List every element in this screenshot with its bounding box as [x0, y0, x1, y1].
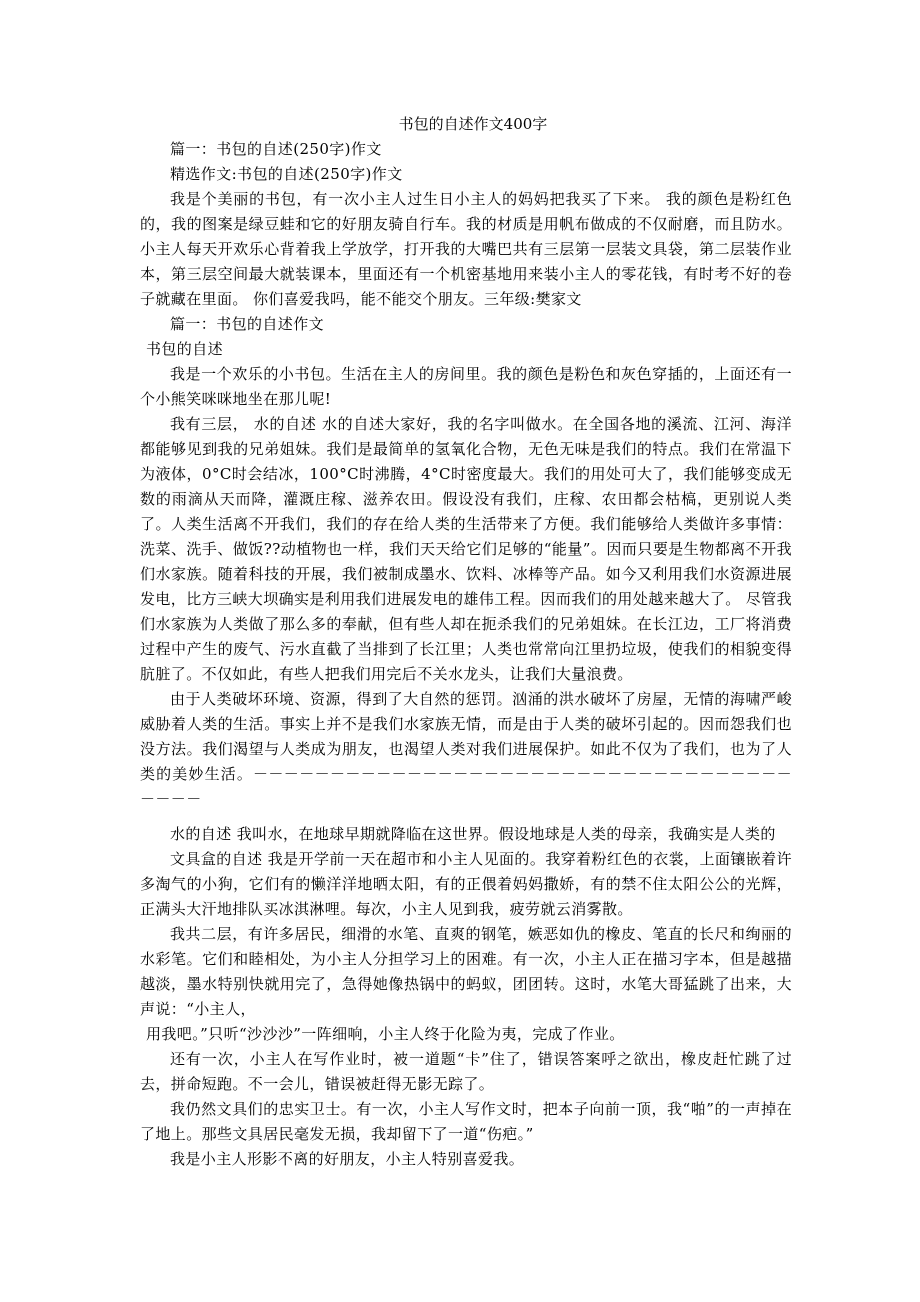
paragraph-15: 我是小主人形影不离的好朋友，小主人特别喜爱我。 — [170, 1150, 525, 1168]
paragraph-4: 篇一：书包的自述作文 — [170, 315, 325, 333]
paragraph-9: 水的自述 我叫水，在地球早期就降临在这世界。假设地球是人类的母亲，我确实是人类的 — [170, 825, 776, 843]
paragraph-3: 我是个美丽的书包，有一次小主人过生日小主人的妈妈把我买了下来。 我的颜色是粉红色的，我的图案是绿豆蛙和它的好朋友骑自行车。我的材质是用帆布做成的不仅耐磨，而且防水。小主人每天开欢乐心背着我上学放学，打开我的大嘴巴共有三层第一层装文具袋，第二层装作业本，第三层空间最大就装课本，里面还有一个机密基地用来装小主人的零花钱，有时考不好的卷子就藏在里面。 你们喜爱我吗，能不能交个朋友。三年级:樊家文 — [140, 190, 792, 308]
paragraph-7: 我有三层， 水的自述 水的自述大家好，我的名字叫做水。在全国各地的溪流、江河、海洋都能够见到我的兄弟姐妹。我们是最简单的氢氧化合物，无色无味是我们的特点。我们在常温下为液体，0°C时会结冰，100°C时沸腾，4°C时密度最大。我们的用处可大了，我们能够变成无数的雨滴从天而降，灌溉庄稼、滋养农田。假设没有我们，庄稼、农田都会枯槁，更别说人类了。人类生活离不开我们，我们的存在给人类的生活带来了方便。我们能够给人类做许多事情：洗菜、洗手、做饭??动植物也一样，我们天天给它们足够的“能量”。因而只要是生物都离不开我们水家族。随着科技的开展，我们被制成墨水、饮料、冰棒等产品。如今又利用我们水资源进展发电，比方三峡大坝确实是利用我们进展发电的雄伟工程。因而我们的用处越来越大了。 尽管我们水家族为人类做了那么多的奉献，但有些人却在扼杀我们的兄弟姐妹。在长江边，工厂将消费过程中产生的废气、污水直截了当排到了长江里；人类也常常向江里扔垃圾，使我们的相貌变得肮脏了。不仅如此，有些人把我们用完后不关水龙头，让我们大量浪费。 — [140, 415, 792, 683]
paragraph-12: 用我吧。”只听“沙沙沙”一阵细响，小主人终于化险为夷，完成了作业。 — [146, 1025, 625, 1043]
paragraph-8: 由于人类破坏环境、资源，得到了大自然的惩罚。汹涌的洪水破坏了房屋，无情的海啸严峻威胁着人类的生活。事实上并不是我们水家族无情，而是由于人类的破坏引起的。因而怨我们也没方法。我们渴望与人类成为朋友，也渴望人类对我们进展保护。如此不仅为了我们，也为了人类的美妙生活。－－－－－－－－－－－－－－－－－－－－－－－－－－－－－－－－－－－－－－－ — [140, 690, 792, 808]
paragraph-10: 文具盒的自述 我是开学前一天在超市和小主人见面的。我穿着粉红色的衣裳，上面镶嵌着许多淘气的小狗，它们有的懒洋洋地晒太阳，有的正偎着妈妈撒娇，有的禁不住太阳公公的光辉，正满头大汗地排队买冰淇淋哩。每次，小主人见到我，疲劳就云消雾散。 — [140, 850, 792, 918]
document-title: 书包的自述作文400字 — [398, 115, 548, 133]
paragraph-2: 精选作文:书包的自述(250字)作文 — [170, 165, 403, 183]
paragraph-6: 我是一个欢乐的小书包。生活在主人的房间里。我的颜色是粉色和灰色穿插的，上面还有一个小熊笑咪咪地坐在那儿呢! — [140, 365, 792, 408]
paragraph-14: 我仍然文具们的忠实卫士。有一次，小主人写作文时，把本子向前一顶，我“啪”的一声掉在了地上。那些文具居民毫发无损，我却留下了一道“伤疤。” — [140, 1100, 792, 1143]
paragraph-13: 还有一次，小主人在写作业时，被一道题“卡”住了，错误答案呼之欲出，橡皮赶忙跳了过去，拼命短跑。不一会儿，错误被赶得无影无踪了。 — [140, 1050, 792, 1093]
paragraph-11: 我共二层，有许多居民，细滑的水笔、直爽的钢笔，嫉恶如仇的橡皮、笔直的长尺和绚丽的水彩笔。它们和睦相处，为小主人分担学习上的困难。有一次，小主人正在描习字本，但是越描越淡，墨水特别快就用完了，急得她像热锅中的蚂蚁，团团转。这时，水笔大哥猛跳了出来，大声说：“小主人， — [140, 925, 792, 1018]
paragraph-1: 篇一：书包的自述(250字)作文 — [170, 140, 382, 158]
paragraph-5: 书包的自述 — [146, 340, 224, 358]
